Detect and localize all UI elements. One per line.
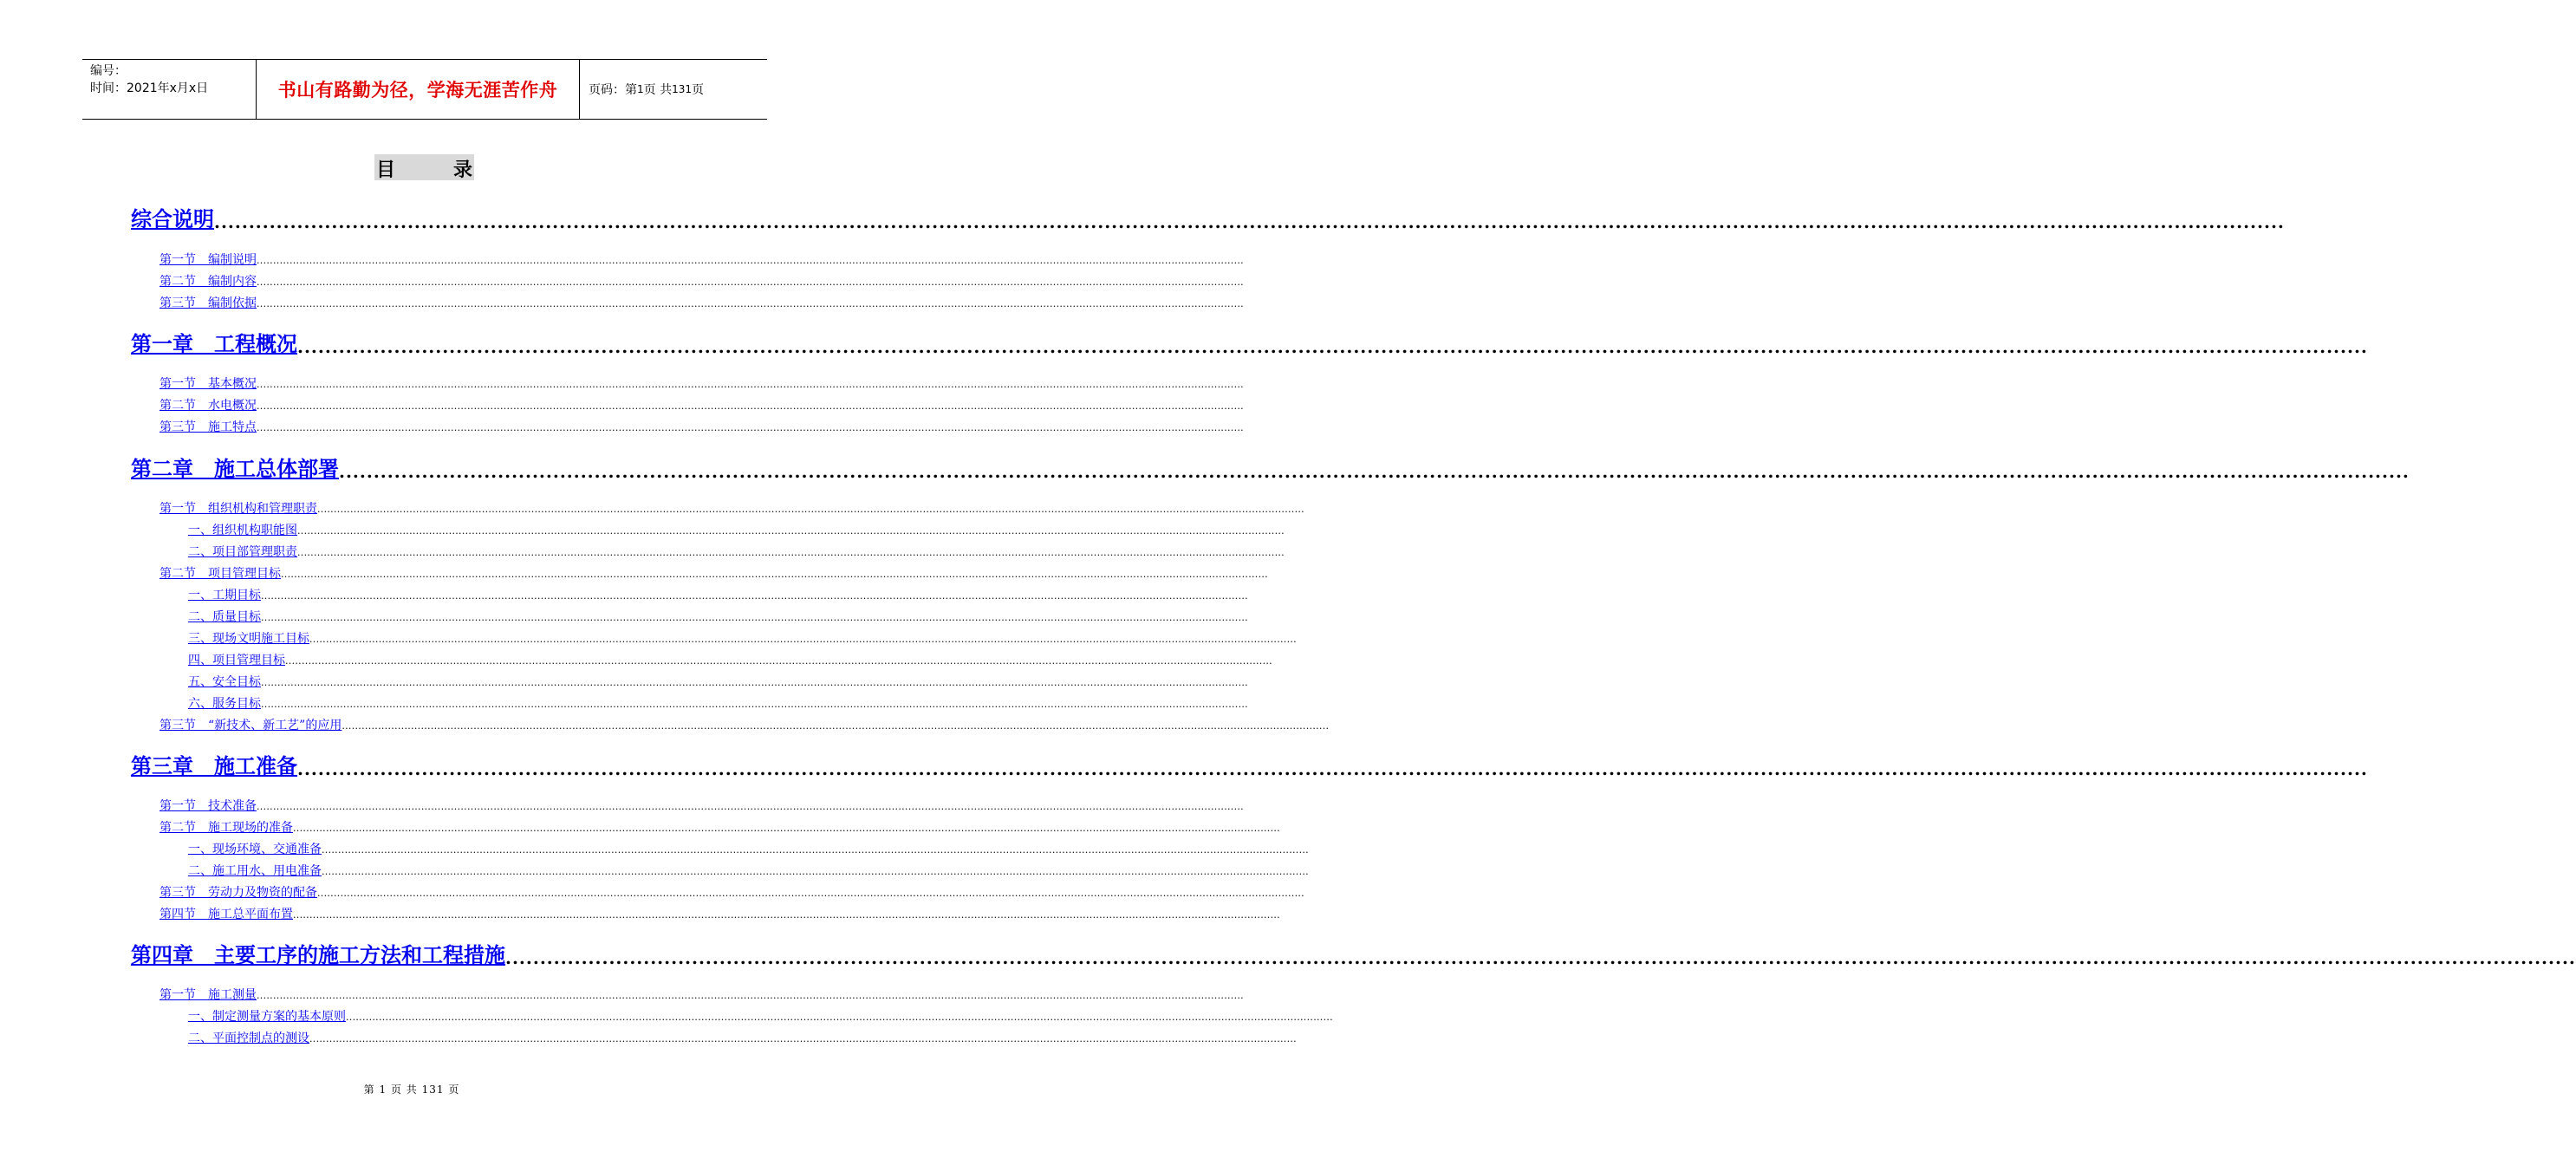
toc-entry-level-2 xyxy=(159,499,1304,517)
toc-entry-link[interactable]: 二、质量目标 xyxy=(188,610,261,624)
toc-leader-dots: ............................................................................................................................................................................................................................................................................................................ xyxy=(342,720,1330,732)
toc-entry-level-3 xyxy=(188,840,1309,857)
toc-entry-level-2 xyxy=(159,564,1268,582)
toc-entry-level-3 xyxy=(188,543,1285,560)
toc-entry-link[interactable]: 第二节 编制内容 xyxy=(159,275,257,289)
toc-entry-level-3 xyxy=(188,586,1248,603)
toc-title-char-2: 录 xyxy=(452,159,472,181)
toc-entry-link[interactable]: 二、项目部管理职责 xyxy=(188,545,297,559)
toc-leader-dots: ............................................................................................................................................................................................................................................................................................................ xyxy=(317,888,1304,899)
header-meta xyxy=(82,60,257,119)
header-page-number xyxy=(580,60,767,119)
toc-entry-link[interactable]: 一、制定测量方案的基本原则 xyxy=(188,1010,346,1024)
toc-entry-level-3 xyxy=(188,521,1285,538)
toc-leader-dots: ............................................................................................................................................................................................................................................................................................................ xyxy=(257,400,1244,412)
toc-entry-level-2 xyxy=(159,716,1330,733)
toc-entry-link[interactable]: 三、现场文明施工目标 xyxy=(188,632,309,646)
toc-leader-dots: ............................................................................................................................................................................................................................................................................................................ xyxy=(257,255,1244,266)
toc-leader-dots: ............................................................................................................................................................................................................................................................................................................ xyxy=(261,590,1248,602)
header-table xyxy=(82,59,767,120)
toc-leader-dots: ............................................................................................................................................................................................................................................................................................................ xyxy=(257,801,1244,812)
toc-entry-link[interactable]: 四、项目管理目标 xyxy=(188,654,285,667)
toc-leader-dots: ............................................................................................................................................................................................................................................................................................................ xyxy=(297,758,2368,779)
toc-entry-link[interactable]: 二、施工用水、用电准备 xyxy=(188,864,322,878)
page-current: 1 xyxy=(637,83,644,95)
toc-entry-link[interactable]: 第一节 编制说明 xyxy=(159,253,257,267)
page-suffix: 页 xyxy=(692,83,704,97)
toc-leader-dots: ............................................................................................................................................................................................................................................................................................................ xyxy=(293,909,1280,921)
page-mid: 页 共 xyxy=(643,83,673,97)
toc-leader-dots: ............................................................................................................................................................................................................................................................................................................ xyxy=(257,379,1244,390)
page-total: 131 xyxy=(672,83,692,95)
toc-entry-link[interactable]: 第二节 施工现场的准备 xyxy=(159,821,293,835)
toc-title-char-1: 目 xyxy=(376,159,396,181)
toc-leader-dots: ............................................................................................................................................................................................................................................................................................................ xyxy=(261,612,1248,623)
page-footer xyxy=(0,1082,823,1097)
toc-entry-level-1 xyxy=(131,331,2368,357)
toc-entry-level-3 xyxy=(188,862,1309,879)
toc-entry-link[interactable]: 第一节 施工测量 xyxy=(159,988,257,1002)
toc-leader-dots: ............................................................................................................................................................................................................................................................................................................ xyxy=(297,547,1285,558)
toc-leader-dots: ............................................................................................................................................................................................................................................................................................................ xyxy=(214,212,2285,232)
footer-total: 131 xyxy=(421,1084,445,1096)
toc-entry-level-3 xyxy=(188,629,1297,647)
toc-entry-level-3 xyxy=(188,694,1248,712)
toc-entry-level-2 xyxy=(159,418,1244,435)
toc-entry-link[interactable]: 第一节 技术准备 xyxy=(159,799,257,813)
toc-entry-link[interactable]: 第三章 施工准备 xyxy=(131,754,297,778)
toc-entry-level-2 xyxy=(159,986,1244,1003)
toc-entry-level-3 xyxy=(188,1007,1333,1025)
toc-entry-level-2 xyxy=(159,294,1244,311)
toc-leader-dots: ............................................................................................................................................................................................................................................................................................................ xyxy=(317,504,1304,515)
toc-leader-dots: ............................................................................................................................................................................................................................................................................................................ xyxy=(309,1033,1297,1045)
toc-entry-level-2 xyxy=(159,396,1244,413)
toc-leader-dots: ............................................................................................................................................................................................................................................................................................................ xyxy=(297,336,2368,357)
toc-leader-dots: ............................................................................................................................................................................................................................................................................................................ xyxy=(293,823,1280,834)
footer-prefix: 第 xyxy=(363,1084,375,1096)
toc-entry-link[interactable]: 第一章 工程概况 xyxy=(131,332,297,356)
toc-leader-dots: ............................................................................................................................................................................................................................................................................................................ xyxy=(257,298,1244,309)
toc-leader-dots: ............................................................................................................................................................................................................................................................................................................ xyxy=(339,461,2410,482)
toc-leader-dots: ............................................................................................................................................................................................................................................................................................................ xyxy=(297,525,1285,537)
toc-entry-link[interactable]: 第三节 劳动力及物资的配备 xyxy=(159,886,317,900)
footer-current: 1 xyxy=(379,1084,387,1096)
toc-entry-link[interactable]: 第四章 主要工序的施工方法和工程措施 xyxy=(131,943,505,967)
toc-leader-dots: ............................................................................................................................................................................................................................................................................................................ xyxy=(322,844,1309,856)
toc-leader-dots: ............................................................................................................................................................................................................................................................................................................ xyxy=(257,277,1244,288)
toc-entry-link[interactable]: 一、现场环境、交通准备 xyxy=(188,843,322,856)
toc-leader-dots: ............................................................................................................................................................................................................................................................................................................ xyxy=(322,866,1309,877)
toc-entry-level-2 xyxy=(159,374,1244,392)
toc-leader-dots: ............................................................................................................................................................................................................................................................................................................ xyxy=(257,422,1244,433)
toc-entry-link[interactable]: 一、组织机构职能图 xyxy=(188,524,297,537)
toc-entry-level-3 xyxy=(188,1029,1297,1046)
toc-entry-level-1 xyxy=(131,206,2285,232)
toc-entry-level-1 xyxy=(131,942,2576,968)
toc-entry-level-2 xyxy=(159,272,1244,290)
toc-entry-level-2 xyxy=(159,251,1244,268)
toc-leader-dots: ............................................................................................................................................................................................................................................................................................................ xyxy=(285,655,1272,667)
toc-entry-link[interactable]: 第一节 组织机构和管理职责 xyxy=(159,502,317,516)
toc-entry-level-2 xyxy=(159,818,1280,836)
toc-leader-dots: ............................................................................................................................................................................................................................................................................................................ xyxy=(257,990,1244,1001)
footer-suffix: 页 xyxy=(448,1084,460,1096)
toc-leader-dots: ............................................................................................................................................................................................................................................................................................................ xyxy=(261,699,1248,710)
toc-entry-level-1 xyxy=(131,456,2410,482)
toc-entry-link[interactable]: 六、服务目标 xyxy=(188,697,261,711)
document-number-label: 编号： xyxy=(90,64,127,78)
toc-leader-dots: ............................................................................................................................................................................................................................................................................................................ xyxy=(281,569,1268,580)
toc-entry-level-3 xyxy=(188,673,1248,690)
toc-entry-link[interactable]: 一、工期目标 xyxy=(188,589,261,602)
toc-leader-dots: ............................................................................................................................................................................................................................................................................................................ xyxy=(309,634,1297,645)
toc-leader-dots: ............................................................................................................................................................................................................................................................................................................ xyxy=(505,947,2576,968)
toc-entry-link[interactable]: 第三节 编制依据 xyxy=(159,296,257,310)
footer-mid: 页 共 xyxy=(390,1084,418,1096)
page-prefix: 页码：第 xyxy=(589,83,637,97)
toc-entry-level-1 xyxy=(131,753,2368,779)
toc-entry-link[interactable]: 第二章 施工总体部署 xyxy=(131,457,339,481)
toc-entry-link[interactable]: 第二节 水电概况 xyxy=(159,399,257,413)
toc-entry-level-3 xyxy=(188,608,1248,625)
toc-entry-link[interactable]: 综合说明 xyxy=(131,207,214,231)
toc-entry-level-2 xyxy=(159,883,1304,901)
toc-leader-dots: ............................................................................................................................................................................................................................................................................................................ xyxy=(346,1012,1333,1023)
toc-title xyxy=(374,154,474,180)
toc-entry-link[interactable]: 二、平面控制点的测设 xyxy=(188,1032,309,1045)
toc-entry-level-3 xyxy=(188,651,1272,668)
toc-entry-link[interactable]: 第一节 基本概况 xyxy=(159,377,257,391)
document-time-label: 时间：2021年x月x日 xyxy=(90,81,209,95)
toc-entry-link[interactable]: 第三节 “新技术、新工艺”的应用 xyxy=(159,719,342,732)
toc-entry-link[interactable]: 第二节 项目管理目标 xyxy=(159,567,281,581)
toc-entry-link[interactable]: 五、安全目标 xyxy=(188,675,261,689)
header-motto: 书山有路勤为径，学海无涯苦作舟 xyxy=(257,60,580,119)
toc-entry-link[interactable]: 第三节 施工特点 xyxy=(159,420,257,434)
toc-entry-link[interactable]: 第四节 施工总平面布置 xyxy=(159,908,293,921)
toc-leader-dots: ............................................................................................................................................................................................................................................................................................................ xyxy=(261,677,1248,688)
toc-entry-level-2 xyxy=(159,905,1280,922)
toc-entry-level-2 xyxy=(159,797,1244,814)
